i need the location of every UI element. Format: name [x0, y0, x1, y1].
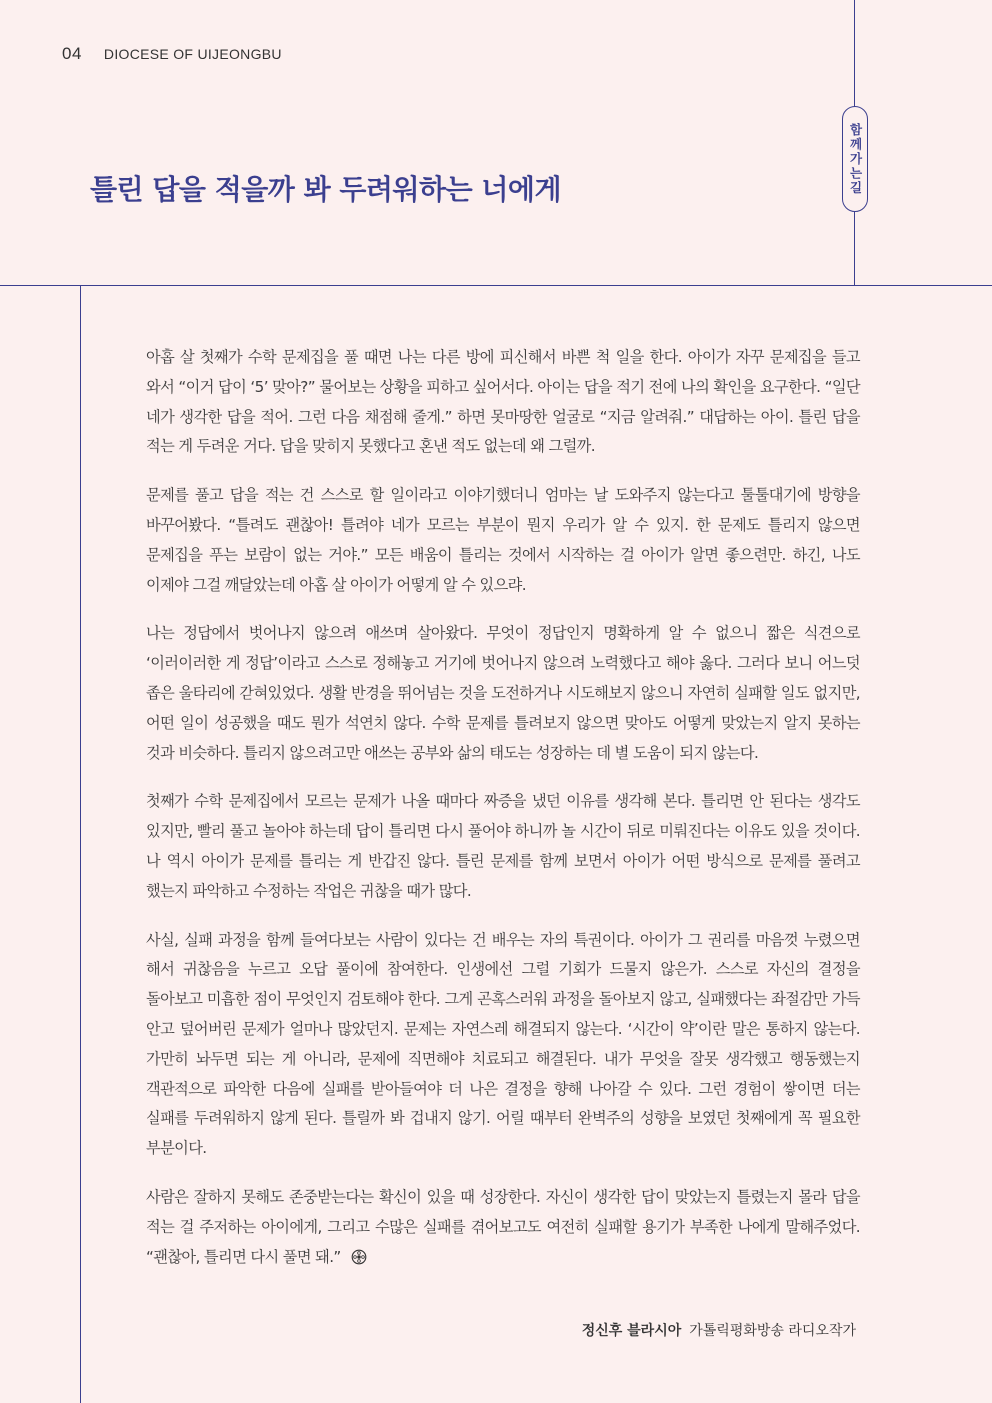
author-credit [582, 1320, 856, 1340]
end-of-article-icon [351, 1249, 367, 1265]
page-header [62, 44, 282, 64]
left-vertical-rule [80, 285, 81, 1403]
section-tab [842, 106, 868, 212]
article-body [146, 343, 860, 1291]
publication-name: DIOCESE OF UIJEONGBU [103, 46, 282, 62]
header-divider [0, 285, 992, 286]
paragraph-3: 나는 정답에서 벗어나지 않으려 애쓰며 살아왔다. 무엇이 정답인지 명확하게 알 수 없으니 짧은 식견으로 ‘이러이러한 게 정답’이라고 스스로 정해놓고 거기에 벗어나지 않으려 노력했다고 해야 옳다. 그러다 보니 어느덧 좁은 울타리에 갇혀있었다. 생활 반경을 뛰어넘는 것을 도전하거나 시도해보지 않으니 자연히 실패할 일도 없지만, 어떤 일이 성공했을 때도 뭔가 석연치 않다. 수학 문제를 틀려보지 않으면 맞아도 어떻게 맞았는지 알지 못하는 것과 비슷하다. 틀리지 않으려고만 애쓰는 공부와 삶의 태도는 성장하는 데 별 도움이 되지 않는다. [146, 624, 860, 762]
paragraph-6-wrapper [146, 1183, 860, 1272]
article-title: 틀린 답을 적을까 봐 두려워하는 너에게 [90, 173, 562, 206]
paragraph-1: 아홉 살 첫째가 수학 문제집을 풀 때면 나는 다른 방에 피신해서 바쁜 척 일을 한다. 아이가 자꾸 문제집을 들고 와서 “이거 답이 ‘5’ 맞아?” 물어보는 상황을 피하고 싶어서다. 아이는 답을 적기 전에 나의 확인을 요구한다. “일단 네가 생각한 답을 적어. 그런 다음 채점해 줄게.” 하면 못마땅한 얼굴로 “지금 알려줘.” 대답하는 아이. 틀린 답을 적는 게 두려운 거다. 답을 맞히지 못했다고 혼낸 적도 없는데 왜 그럴까. [146, 348, 860, 456]
author-name: 정신후 블라시아 [581, 1323, 682, 1339]
section-tab-label: 함께가는길 [848, 122, 863, 196]
author-role: 가톨릭평화방송 라디오작가 [689, 1323, 856, 1339]
paragraph-5: 사실, 실패 과정을 함께 들여다보는 사람이 있다는 건 배우는 자의 특권이다. 아이가 그 권리를 마음껏 누렸으면 해서 귀찮음을 누르고 오답 풀이에 참여한다. 인생에선 그럴 기회가 드물지 않은가. 스스로 자신의 결정을 돌아보고 미흡한 점이 무엇인지 검토해야 한다. 그게 곤혹스러워 과정을 돌아보지 않고, 실패했다는 좌절감만 가득 안고 덮어버린 문제가 얼마나 많았던지. 문제는 자연스레 해결되지 않는다. ‘시간이 약’이란 말은 통하지 않는다. 가만히 놔두면 되는 게 아니라, 문제에 직면해야 치료되고 해결된다. 내가 무엇을 잘못 생각했고 행동했는지 객관적으로 파악한 다음에 실패를 받아들여야 더 나은 결정을 향해 나아갈 수 있다. 그런 경험이 쌓이면 더는 실패를 두려워하지 않게 된다. 틀릴까 봐 겁내지 않기. 어릴 때부터 완벽주의 성향을 보였던 첫째에게 꼭 필요한 부분이다. [146, 930, 860, 1158]
paragraph-2: 문제를 풀고 답을 적는 건 스스로 할 일이라고 이야기했더니 엄마는 날 도와주지 않는다고 툴툴대기에 방향을 바꾸어봤다. “틀려도 괜찮아! 틀려야 네가 모르는 부분이 뭔지 우리가 알 수 있지. 한 문제도 틀리지 않으면 문제집을 푸는 보람이 없는 거야.” 모든 배움이 틀리는 것에서 시작하는 걸 아이가 알면 좋으련만. 하긴, 나도 이제야 그걸 깨달았는데 아홉 살 아이가 어떻게 알 수 있으랴. [146, 486, 860, 594]
page-number: 04 [62, 44, 82, 63]
paragraph-6: 사람은 잘하지 못해도 존중받는다는 확신이 있을 때 성장한다. 자신이 생각한 답이 맞았는지 틀렸는지 몰라 답을 적는 걸 주저하는 아이에게, 그리고 수많은 실패를 겪어보고도 여전히 실패할 용기가 부족한 나에게 말해주었다. “괜찮아, 틀리면 다시 풀면 돼.” [146, 1187, 860, 1266]
paragraph-4: 첫째가 수학 문제집에서 모르는 문제가 나올 때마다 짜증을 냈던 이유를 생각해 본다. 틀리면 안 된다는 생각도 있지만, 빨리 풀고 놀아야 하는데 답이 틀리면 다시 풀어야 하니까 놀 시간이 뒤로 미뤄진다는 이유도 있을 것이다. 나 역시 아이가 문제를 틀리는 게 반갑진 않다. 틀린 문제를 함께 보면서 아이가 어떤 방식으로 문제를 풀려고 했는지 파악하고 수정하는 작업은 귀찮을 때가 많다. [146, 792, 860, 900]
